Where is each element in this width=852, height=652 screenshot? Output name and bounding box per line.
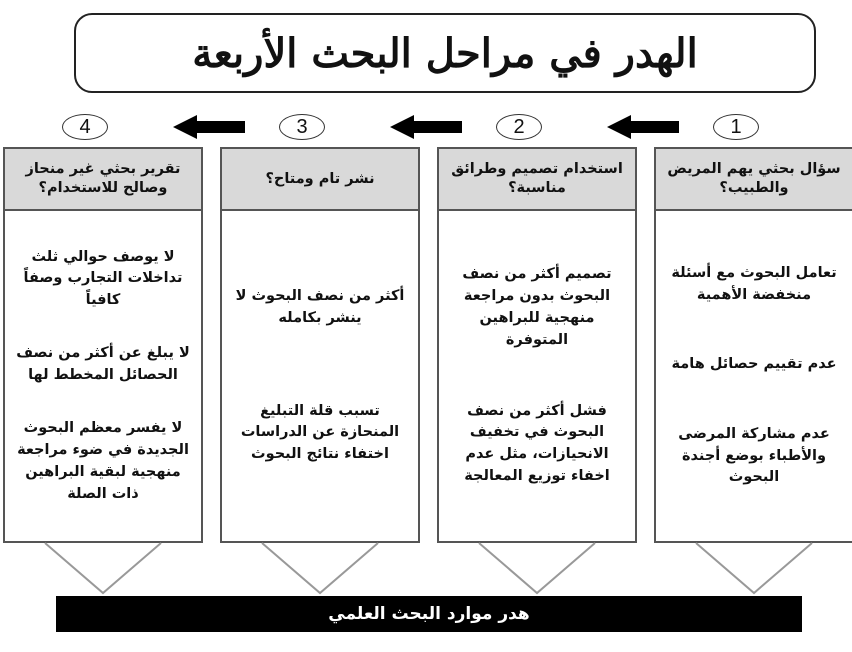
research-waste-banner: هدر موارد البحث العلمي [56,596,802,632]
stage-points [656,211,852,541]
stage-points [439,211,635,541]
step-number-3: 3 [279,114,325,140]
stage-point: لا يفسر معظم البحوث الجديدة في ضوء مراجعة منهجية لبقية البراهين ذات الصلة [17,420,189,502]
stage-column-1 [654,147,852,543]
funnel-chevron-icon [694,541,814,595]
funnel-chevron-icon [477,541,597,595]
funnel-chevron-icon [43,541,163,595]
diagram-title: الهدر في مراحل البحث الأربعة [74,13,816,93]
step-number-1: 1 [713,114,759,140]
stage-heading: نشر تام ومتاح؟ [222,149,418,211]
stage-point: عدم تقييم حصائل هامة [671,356,837,373]
stage-point: أكثر من نصف البحوث لا ينشر بكامله [235,288,405,326]
stage-column-3 [220,147,420,543]
step-number-2: 2 [496,114,542,140]
stage-point: عدم مشاركة المرضى والأطباء بوضع أجندة البحوث [678,425,830,486]
stage-point: تسبب قلة التبليغ المنحازة عن الدراسات اختفاء نتائج البحوث [240,402,400,463]
stage-points [5,211,201,541]
arrow-left-icon [390,115,462,139]
stage-point: فشل أكثر من نصف البحوث في تخفيف الانحيازات، مثل عدم اخفاء توزيع المعالجة [464,402,610,484]
step-number-4: 4 [62,114,108,140]
stage-heading: تقرير بحثي غير منحاز وصالح للاستخدام؟ [5,149,201,211]
stage-point: لا يبلغ عن أكثر من نصف الحصائل المخطط لها [16,345,190,384]
stage-heading: سؤال بحثي يهم المريض والطبيب؟ [656,149,852,211]
arrow-left-icon [173,115,245,139]
arrow-left-icon [607,115,679,139]
stage-point: تصميم أكثر من نصف البحوث بدون مراجعة منهجية للبراهين المتوفرة [462,266,612,348]
stage-heading: استخدام تصميم وطرائق مناسبة؟ [439,149,635,211]
stage-point: تعامل البحوث مع أسئلة منخفضة الأهمية [671,264,837,303]
stage-points [222,211,418,541]
stage-point: لا يوصف حوالي ثلث تداخلات التجارب وصفاً كافياً [23,248,183,309]
funnel-chevron-icon [260,541,380,595]
stage-column-4 [3,147,203,543]
stage-column-2 [437,147,637,543]
